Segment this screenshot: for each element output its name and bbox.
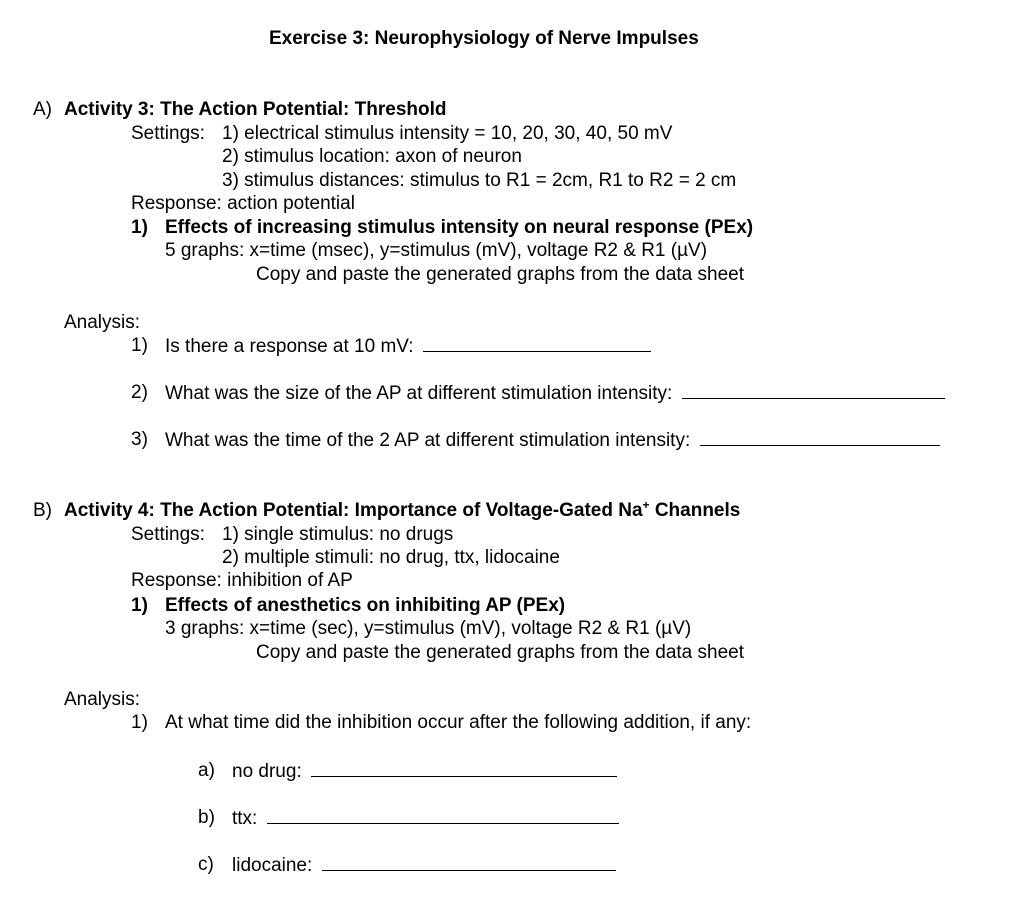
section-a-copy-note: Copy and paste the generated graphs from the data sheet bbox=[256, 264, 744, 285]
section-b-question-num: 1) bbox=[131, 712, 148, 733]
section-b-question: At what time did the inhibition occur after the following addition, if any: bbox=[165, 712, 752, 733]
answer-blank-b-c[interactable] bbox=[322, 853, 616, 871]
section-a-settings-label: Settings: bbox=[131, 123, 205, 144]
section-a-setting-1: 1) electrical stimulus intensity = 10, 20, 30, 40, 50 mV bbox=[222, 123, 673, 144]
section-a-question-1 bbox=[165, 334, 651, 358]
sub-item-text: ttx: bbox=[232, 808, 258, 829]
section-b-graphs: 3 graphs: x=time (sec), y=stimulus (mV), voltage R2 & R1 (µV) bbox=[165, 618, 692, 639]
section-a-response: Response: action potential bbox=[131, 193, 355, 214]
section-a-heading: Activity 3: The Action Potential: Threshold bbox=[64, 99, 447, 120]
sub-item-b bbox=[232, 806, 619, 830]
sub-item-b-letter: b) bbox=[198, 807, 215, 828]
question-text: Is there a response at 10 mV: bbox=[165, 336, 414, 357]
section-a-question-2-num: 2) bbox=[131, 382, 148, 403]
question-text: What was the size of the AP at different stimulation intensity: bbox=[165, 383, 673, 404]
sub-item-c bbox=[232, 853, 616, 877]
section-a-graphs: 5 graphs: x=time (msec), y=stimulus (mV), voltage R2 & R1 (µV) bbox=[165, 240, 708, 261]
sodium-charge-superscript: + bbox=[642, 498, 650, 512]
section-b-settings-label: Settings: bbox=[131, 524, 205, 545]
sub-item-a-letter: a) bbox=[198, 760, 215, 781]
sub-item-text: no drug: bbox=[232, 761, 302, 782]
answer-blank-a1[interactable] bbox=[423, 334, 651, 352]
section-b-analysis-label: Analysis: bbox=[64, 689, 141, 710]
section-a-marker: A) bbox=[33, 99, 52, 120]
section-b-setting-1: 1) single stimulus: no drugs bbox=[222, 524, 454, 545]
sub-item-a bbox=[232, 759, 617, 783]
section-a-question-3-num: 3) bbox=[131, 429, 148, 450]
answer-blank-a2[interactable] bbox=[682, 381, 945, 399]
sub-item-text: lidocaine: bbox=[232, 855, 313, 876]
section-a-analysis-label: Analysis: bbox=[64, 312, 141, 333]
question-text: What was the time of the 2 AP at different stimulation intensity: bbox=[165, 430, 691, 451]
section-b-copy-note: Copy and paste the generated graphs from the data sheet bbox=[256, 642, 744, 663]
section-b-response: Response: inhibition of AP bbox=[131, 570, 353, 591]
section-a-setting-3: 3) stimulus distances: stimulus to R1 = 2cm, R1 to R2 = 2 cm bbox=[222, 170, 737, 191]
section-a-experiment-num: 1) bbox=[131, 217, 148, 238]
section-b-experiment-title: Effects of anesthetics on inhibiting AP (PEx) bbox=[165, 595, 566, 616]
section-b-marker: B) bbox=[33, 500, 52, 521]
section-a-experiment-title: Effects of increasing stimulus intensity on neural response (PEx) bbox=[165, 217, 754, 238]
answer-blank-b-b[interactable] bbox=[267, 806, 619, 824]
section-b-heading: Activity 4: The Action Potential: Importance of Voltage-Gated Na+ Channels bbox=[64, 498, 741, 521]
answer-blank-a3[interactable] bbox=[700, 428, 940, 446]
section-b-experiment-num: 1) bbox=[131, 595, 148, 616]
page-title: Exercise 3: Neurophysiology of Nerve Impulses bbox=[269, 28, 699, 49]
section-a-question-1-num: 1) bbox=[131, 335, 148, 356]
section-a-question-2 bbox=[165, 381, 945, 405]
sub-item-c-letter: c) bbox=[198, 854, 214, 875]
section-a-question-3 bbox=[165, 428, 940, 452]
section-b-setting-2: 2) multiple stimuli: no drug, ttx, lidocaine bbox=[222, 547, 560, 568]
answer-blank-b-a[interactable] bbox=[311, 759, 617, 777]
section-a-setting-2: 2) stimulus location: axon of neuron bbox=[222, 146, 522, 167]
